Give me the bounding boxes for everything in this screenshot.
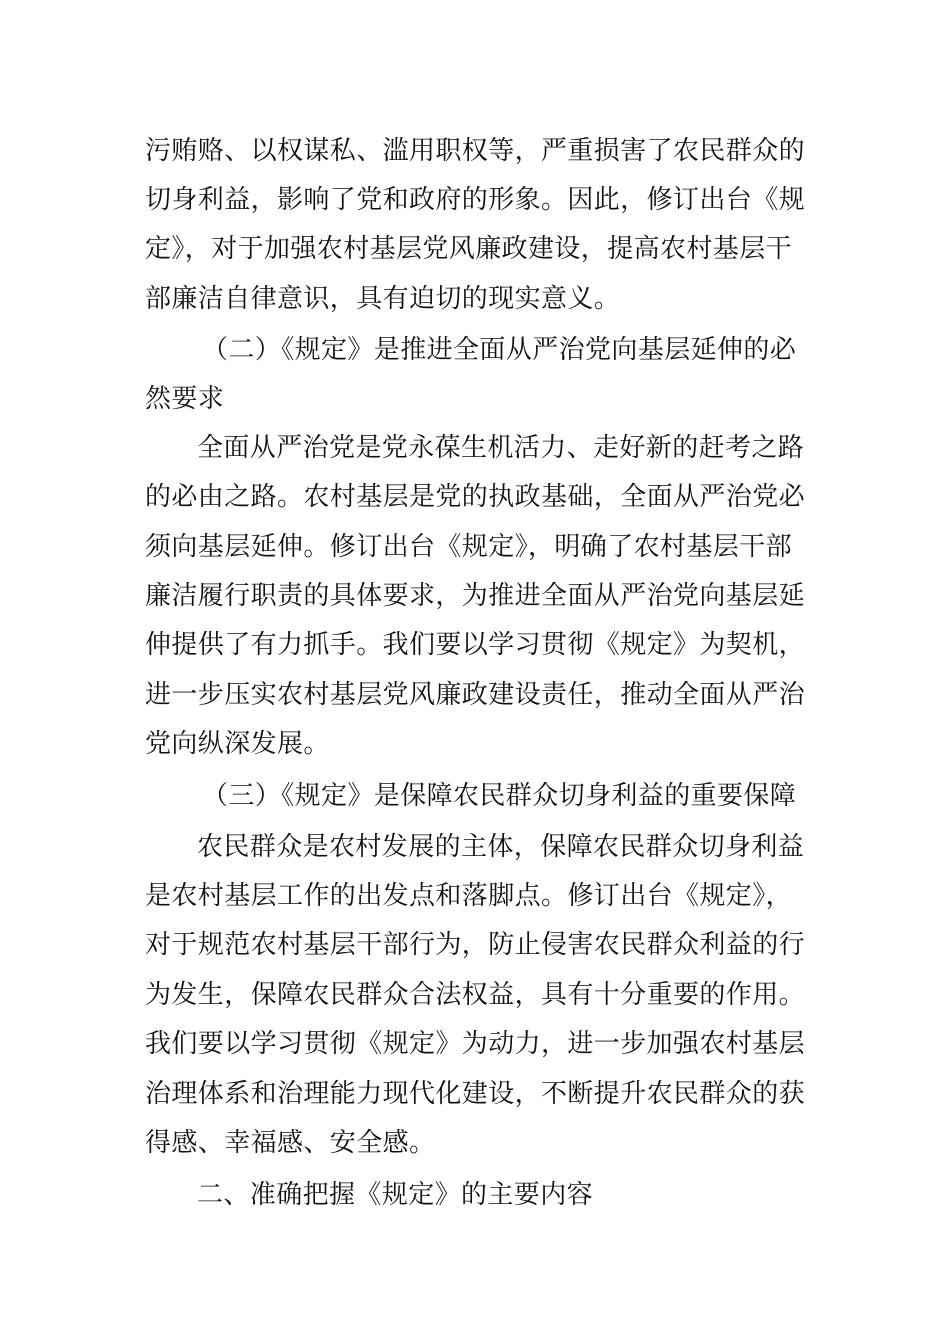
section-heading: （三）《规定》是保障农民群众切身利益的重要保障 xyxy=(202,781,797,811)
paragraph-line: 部廉洁自律意识，具有迫切的现实意义。 xyxy=(145,284,621,314)
paragraph-line: 廉洁履行职责的具体要求，为推进全面从严治党向基层延 xyxy=(145,581,806,611)
paragraph-line: 伸提供了有力抓手。我们要以学习贯彻《规定》为契机， xyxy=(145,630,806,660)
paragraph-line: 是农村基层工作的出发点和落脚点。修订出台《规定》， xyxy=(145,881,793,911)
paragraph-line: 进一步压实农村基层党风廉政建设责任，推动全面从严治 xyxy=(145,680,806,710)
paragraph-line: 切身利益，影响了党和政府的形象。因此，修订出台《规 xyxy=(145,185,806,215)
chapter-heading: 二、准确把握《规定》的主要内容 xyxy=(197,1180,594,1210)
paragraph-line: 治理体系和治理能力现代化建设，不断提升农民群众的获 xyxy=(145,1079,806,1109)
paragraph-line: 定》，对于加强农村基层党风廉政建设，提高农村基层干 xyxy=(145,234,793,264)
section-heading: （二）《规定》是推进全面从严治党向基层延伸的必 xyxy=(202,335,797,365)
paragraph-line: 的必由之路。农村基层是党的执政基础，全面从严治党必 xyxy=(145,482,806,512)
paragraph-line: 须向基层延伸。修订出台《规定》，明确了农村基层干部 xyxy=(145,532,793,562)
paragraph-line: 我们要以学习贯彻《规定》为动力，进一步加强农村基层 xyxy=(145,1029,806,1059)
paragraph-line: 污贿赂、以权谋私、滥用职权等，严重损害了农民群众的 xyxy=(145,136,806,166)
paragraph-line: 党向纵深发展。 xyxy=(145,729,330,759)
paragraph-line: 对于规范农村基层干部行为，防止侵害农民群众利益的行 xyxy=(145,930,806,960)
paragraph-line: 农民群众是农村发展的主体，保障农民群众切身利益 xyxy=(197,832,805,862)
paragraph-line: 得感、幸福感、安全感。 xyxy=(145,1128,436,1158)
paragraph-line: 全面从严治党是党永葆生机活力、走好新的赶考之路 xyxy=(197,433,805,463)
paragraph-line: 为发生，保障农民群众合法权益，具有十分重要的作用。 xyxy=(145,980,806,1010)
section-heading-continuation: 然要求 xyxy=(145,384,225,414)
